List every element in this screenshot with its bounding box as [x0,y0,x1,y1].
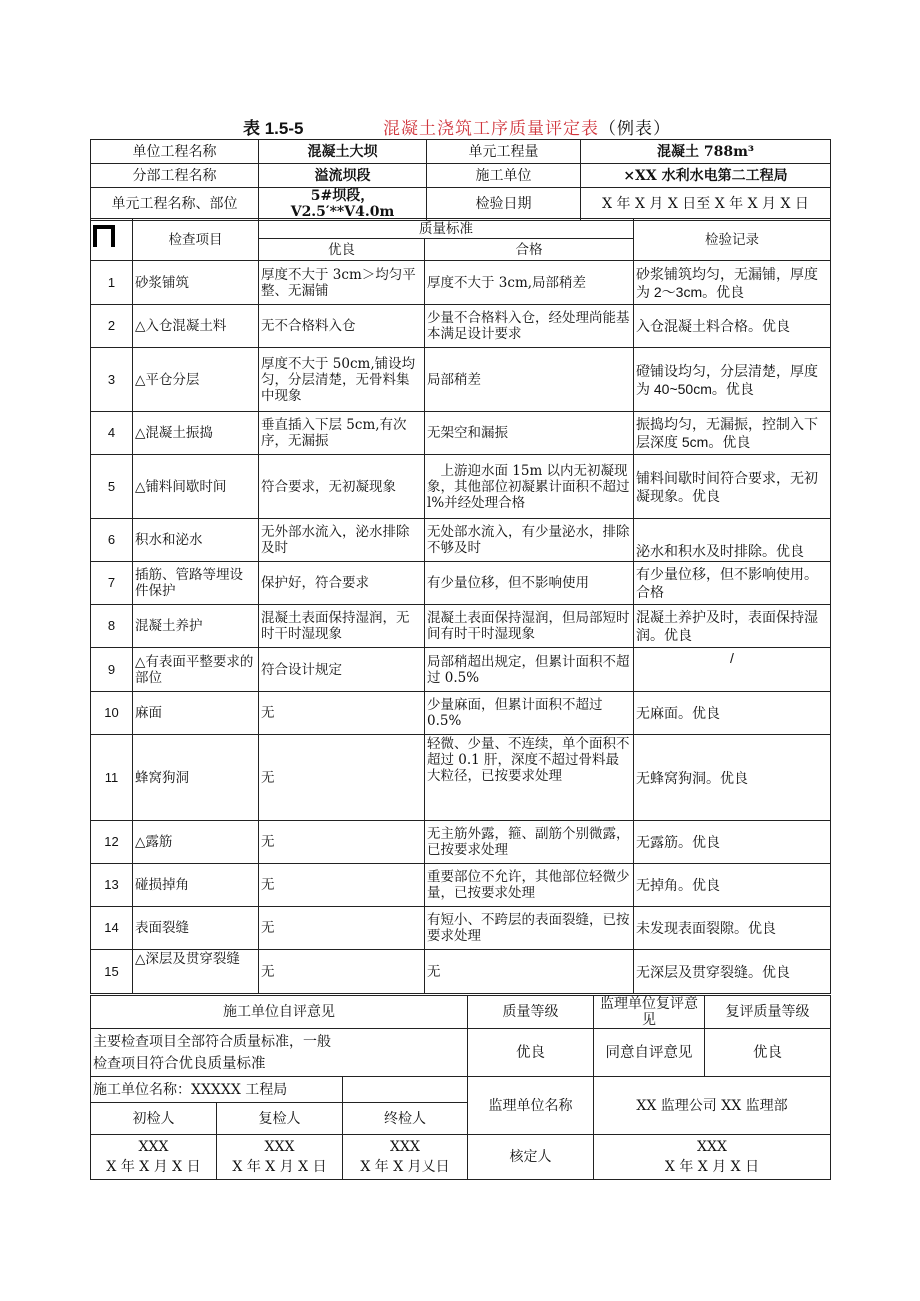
row-item: 插筋、管路等埋设件保护 [133,562,259,605]
row-item: △深层及贯穿裂缝 [133,950,259,994]
contractor-label: 施工单位 [427,164,581,188]
row-excellent: 无不合格料入仓 [259,305,425,348]
row-qualified: 上游迎水面 15m 以内无初凝现象，其他部位初凝累计面积不超过 l%并经处理合格 [425,455,634,519]
table-row [91,348,831,412]
table-row [91,864,831,907]
row-no: 10 [91,692,133,735]
row-record: 铺料间歇时间符合要求，无初凝现象。优良 [634,455,831,519]
row-excellent: 无 [259,907,425,950]
self-eval-label: 施工单位自评意见 [91,996,468,1029]
element-quantity-value: 混凝土 788m³ [581,140,831,164]
row-excellent: 符合要求，无初凝现象 [259,455,425,519]
row-record: 磴铺设均匀，分层清楚，厚度为 40~50cm。优良 [634,348,831,412]
row-qualified: 轻微、少量、不连续，单个面积不超过 0.1 肝，深度不超过骨料最大粒径，已按要求处理 [425,735,634,821]
division-label: 分部工程名称 [91,164,259,188]
grade-value: 优良 [468,1029,594,1077]
signoff-table [90,995,831,1180]
row-no: 11 [91,735,133,821]
inspector2-sign [217,1135,343,1180]
inspector1-date: X 年 X 月 X 日 [106,1159,201,1175]
inspector3-sign [343,1135,468,1180]
row-no: 15 [91,950,133,994]
self-eval-text [91,1029,468,1077]
element-name-label: 单元工程名称、部位 [91,188,259,221]
unit-project-value: 混凝土大坝 [259,140,427,164]
row-record: 无掉角。优良 [634,864,831,907]
row-item: 表面裂缝 [133,907,259,950]
row-excellent: 无 [259,864,425,907]
inspection-table [90,218,831,994]
grade-label: 质量等级 [468,996,594,1029]
row-record: / [634,648,831,692]
unit-project-label: 单位工程名称 [91,140,259,164]
row-qualified: 无 [425,950,634,994]
row-record: 无深层及贯穿裂缝。优良 [634,950,831,994]
row-item: 混凝土养护 [133,605,259,648]
info-table [90,139,831,221]
row-qualified: 无主筋外露，箍、副筋个别微露，已按要求处理 [425,821,634,864]
approver-name: XXX [697,1139,727,1155]
table-name-suffix: （例表） [599,119,671,139]
row-record: 混凝土养护及时，表面保持湿润。优良 [634,605,831,648]
row-qualified: 有少量位移，但不影响使用 [425,562,634,605]
row-record: 有少量位移，但不影响使用。合格 [634,562,831,605]
inspector2-name: XXX [264,1139,295,1155]
row-item: 麻面 [133,692,259,735]
row-item: △有表面平整要求的部位 [133,648,259,692]
row-item: 蜂窝狗洞 [133,735,259,821]
inspector2-label: 复检人 [217,1103,343,1135]
row-excellent: 混凝土表面保持湿润，无时干时湿现象 [259,605,425,648]
row-record: 入仓混凝土料合格。优良 [634,305,831,348]
row-no: 5 [91,455,133,519]
row-excellent: 厚度不大于 3cm＞均匀平整、无漏铺 [259,261,425,305]
row-record: 无蜂窝狗洞。优良 [634,735,831,821]
row-no: 6 [91,519,133,562]
contractor-name: 施工单位名称：XXXXX 工程局 [91,1077,343,1103]
table-row [91,907,831,950]
row-qualified: 少量麻面，但累计面积不超过 0.5% [425,692,634,735]
row-excellent: 保护好，符合要求 [259,562,425,605]
approver-label: 核定人 [468,1135,594,1180]
row-qualified: 少量不合格料入仓，经处理尚能基本满足设计要求 [425,305,634,348]
inspector1-name: XXX [138,1139,169,1155]
review-grade-label: 复评质量等级 [705,996,831,1029]
supervisor-review-label: 监理单位复评意见 [594,996,705,1029]
header-no [91,219,133,261]
row-qualified: 局部稍差 [425,348,634,412]
row-record: 未发现表面裂隙。优良 [634,907,831,950]
table-row [91,261,831,305]
table-row [91,821,831,864]
row-qualified: 局部稍超出规定，但累计面积不超过 0.5% [425,648,634,692]
row-excellent: 无外部水流入，泌水排除及时 [259,519,425,562]
table-name-text: 混凝土浇筑工序质量评定表 [383,119,599,139]
self-eval-line-3: 目符合优良质量标准 [135,1055,266,1072]
table-row [91,455,831,519]
table-row [91,692,831,735]
blank-cell [343,1077,468,1103]
header-item: 检查项目 [133,219,259,261]
header-record: 检验记录 [634,219,831,261]
inspector3-label: 终检人 [343,1103,468,1135]
row-no: 3 [91,348,133,412]
table-row [91,648,831,692]
division-value: 溢流坝段 [259,164,427,188]
row-item: △入仓混凝土料 [133,305,259,348]
row-record: 无露筋。优良 [634,821,831,864]
supervisor-name-value: XX 监理公司 XX 监理部 [594,1077,831,1135]
inspector3-name: XXX [390,1139,420,1155]
row-item: △平仓分层 [133,348,259,412]
table-row [91,950,831,994]
row-item: 砂浆铺筑 [133,261,259,305]
header-standard: 质量标准 [259,219,634,239]
row-no: 12 [91,821,133,864]
row-item: △铺料间歇时间 [133,455,259,519]
row-qualified: 有短小、不跨层的表面裂缝，已按要求处理 [425,907,634,950]
row-excellent: 垂直插入下层 5cm,有次序，无漏振 [259,412,425,455]
table-row [91,562,831,605]
self-eval-line-2: 检查项 [93,1055,135,1072]
header-qualified: 合格 [425,239,634,261]
element-name-value: 5#坝段，V2.5′**V4.0m [259,188,427,221]
review-grade-value: 优良 [705,1029,831,1077]
supervisor-review-value: 同意自评意见 [594,1029,705,1077]
table-number: 表 1.5-5 [243,119,304,138]
approver-date: X 年 X 月 X 日 [664,1159,760,1175]
table-row [91,305,831,348]
row-no: 4 [91,412,133,455]
date-label: 检验日期 [427,188,581,221]
row-excellent: 无 [259,821,425,864]
row-item: △混凝土振捣 [133,412,259,455]
approver-sign [594,1135,831,1180]
row-item: △露筋 [133,821,259,864]
row-record: 砂浆铺筑均匀，无漏铺，厚度为 2～3cm。优良 [634,261,831,305]
supervisor-name-label: 监理单位名称 [468,1077,594,1135]
row-qualified: 无处部水流入，有少量泌水，排除不够及时 [425,519,634,562]
row-no: 8 [91,605,133,648]
row-excellent: 厚度不大于 50cm,铺设均匀，分层清楚，无骨料集中现象 [259,348,425,412]
row-qualified: 重要部位不允许，其他部位轻微少量，已按要求处理 [425,864,634,907]
row-record: 无麻面。优良 [634,692,831,735]
row-no: 1 [91,261,133,305]
contractor-value: ×XX 水利水电第二工程局 [581,164,831,188]
row-excellent: 无 [259,950,425,994]
table-row [91,605,831,648]
inspector1-sign [91,1135,217,1180]
row-qualified: 厚度不大于 3cm,局部稍差 [425,261,634,305]
row-qualified: 无架空和漏振 [425,412,634,455]
document-title [0,114,920,140]
table-name [383,114,671,139]
table-row [91,735,831,821]
self-eval-line-1: 主要检查项目全部符合质量标准，一般 [93,1033,331,1050]
row-item: 碰损掉角 [133,864,259,907]
row-no: 9 [91,648,133,692]
date-value: X 年 X 月 X 日至 X 年 X 月 X 日 [581,188,831,221]
row-item: 积水和泌水 [133,519,259,562]
row-no: 2 [91,305,133,348]
row-record: 泌水和积水及时排除。优良 [634,519,831,562]
row-no: 13 [91,864,133,907]
row-excellent: 无 [259,692,425,735]
row-excellent: 无 [259,735,425,821]
row-qualified: 混凝土表面保持湿润，但局部短时间有时干时湿现象 [425,605,634,648]
element-quantity-label: 单元工程量 [427,140,581,164]
inspector1-label: 初检人 [91,1103,217,1135]
table-row [91,519,831,562]
inspector2-date: X 年 X 月 X 日 [232,1159,327,1175]
header-excellent: 优良 [259,239,425,261]
row-no: 7 [91,562,133,605]
row-record: 振捣均匀，无漏振，控制入下层深度 5cm。优良 [634,412,831,455]
table-row [91,412,831,455]
inspector3-date: X 年 X 月乂日 [360,1159,450,1175]
row-excellent: 符合设计规定 [259,648,425,692]
row-no: 14 [91,907,133,950]
